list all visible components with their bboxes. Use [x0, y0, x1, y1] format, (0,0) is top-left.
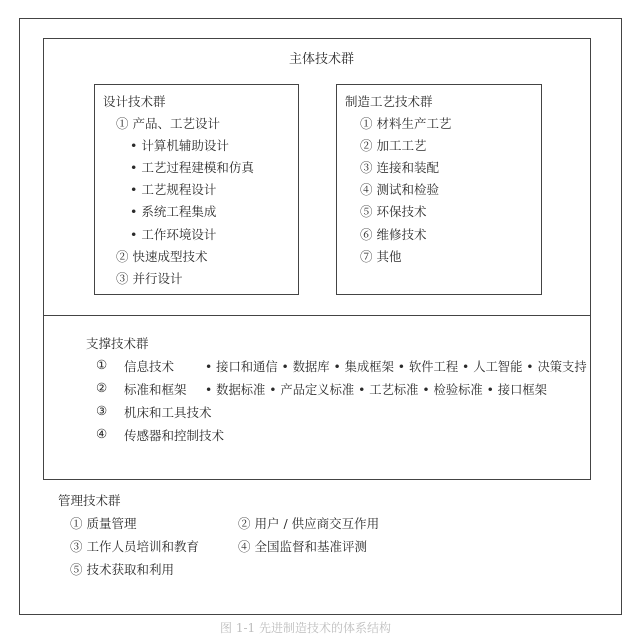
support-row-1-num: ①: [96, 357, 108, 372]
manufacturing-item-1: ① 材料生产工艺: [360, 116, 452, 131]
design-item-7: ② 快速成型技术: [116, 249, 208, 264]
design-item-5: • 系统工程集成: [130, 204, 217, 219]
manufacturing-item-5: ⑤ 环保技术: [360, 204, 427, 219]
support-row-2-name: 标准和框架: [124, 382, 187, 397]
design-item-1: ① 产品、工艺设计: [116, 116, 220, 131]
manufacturing-item-4: ④ 测试和检验: [360, 182, 439, 197]
manufacturing-group-title: 制造工艺技术群: [345, 94, 433, 109]
design-item-3: • 工艺过程建模和仿真: [130, 160, 254, 175]
management-item-5: ⑤ 技术获取和利用: [70, 562, 174, 577]
management-group-title: 管理技术群: [58, 493, 121, 508]
support-row-4-name: 传感器和控制技术: [124, 428, 225, 443]
manufacturing-item-6: ⑥ 维修技术: [360, 227, 427, 242]
support-row-2-detail: • 数据标准 • 产品定义标准 • 工艺标准 • 检验标准 • 接口框架: [205, 383, 547, 397]
support-group-title: 支撑技术群: [86, 336, 149, 351]
management-item-4: ④ 全国监督和基准评测: [238, 539, 367, 554]
figure-caption: 图 1-1 先进制造技术的体系结构: [220, 621, 391, 635]
support-row-3-name: 机床和工具技术: [124, 405, 212, 420]
main-group-title: 主体技术群: [289, 52, 355, 67]
main-support-divider: [43, 315, 591, 316]
design-item-2: • 计算机辅助设计: [130, 138, 229, 153]
design-item-6: • 工作环境设计: [130, 227, 217, 242]
management-item-1: ① 质量管理: [70, 516, 137, 531]
support-row-4-num: ④: [96, 426, 108, 441]
support-row-1-detail: • 接口和通信 • 数据库 • 集成框架 • 软件工程 • 人工智能 • 决策支持: [205, 360, 587, 374]
design-item-8: ③ 并行设计: [116, 271, 183, 286]
management-item-3: ③ 工作人员培训和教育: [70, 539, 199, 554]
manufacturing-item-2: ② 加工工艺: [360, 138, 427, 153]
management-item-2: ② 用户 / 供应商交互作用: [238, 516, 380, 531]
design-item-4: • 工艺规程设计: [130, 182, 217, 197]
support-row-2-num: ②: [96, 380, 108, 395]
support-row-1-name: 信息技术: [124, 359, 175, 374]
design-group-title: 设计技术群: [103, 94, 166, 109]
manufacturing-item-7: ⑦ 其他: [360, 249, 402, 264]
manufacturing-item-3: ③ 连接和装配: [360, 160, 439, 175]
support-row-3-num: ③: [96, 403, 108, 418]
